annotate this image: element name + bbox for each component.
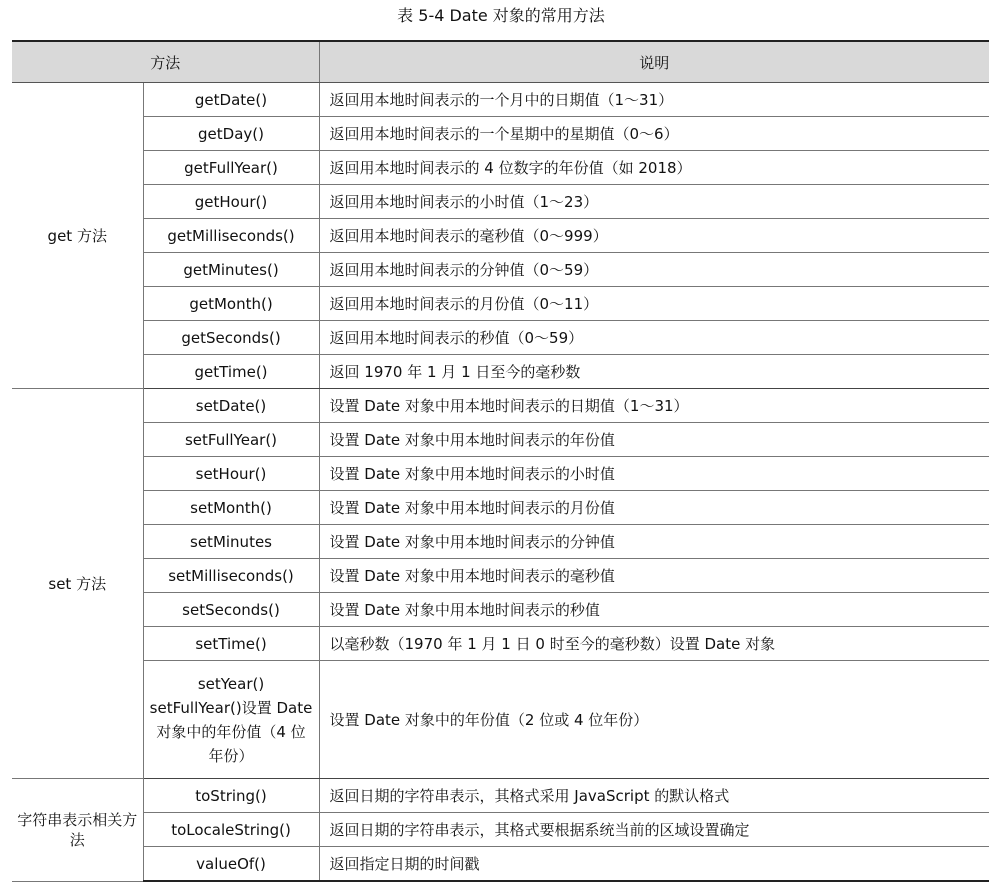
method-cell: setTime() <box>143 627 319 661</box>
description-cell: 返回日期的字符串表示，其格式采用 JavaScript 的默认格式 <box>319 779 989 813</box>
table-row <box>12 321 989 355</box>
description-cell: 设置 Date 对象中用本地时间表示的日期值（1～31） <box>319 389 989 423</box>
method-cell: setMinutes <box>143 525 319 559</box>
method-cell: getMinutes() <box>143 253 319 287</box>
header-description: 说明 <box>319 41 989 83</box>
description-cell: 返回用本地时间表示的一个星期中的星期值（0～6） <box>319 117 989 151</box>
description-cell: 设置 Date 对象中用本地时间表示的分钟值 <box>319 525 989 559</box>
group-label-string: 字符串表示相关方法 <box>12 779 143 882</box>
description-cell: 设置 Date 对象中用本地时间表示的小时值 <box>319 457 989 491</box>
description-cell: 以毫秒数（1970 年 1 月 1 日 0 时至今的毫秒数）设置 Date 对象 <box>319 627 989 661</box>
method-cell: getTime() <box>143 355 319 389</box>
table-row <box>12 847 989 882</box>
description-cell: 返回用本地时间表示的小时值（1～23） <box>319 185 989 219</box>
description-cell: 设置 Date 对象中用本地时间表示的月份值 <box>319 491 989 525</box>
description-cell: 返回用本地时间表示的秒值（0～59） <box>319 321 989 355</box>
method-cell: setDate() <box>143 389 319 423</box>
header-row <box>12 41 989 83</box>
method-cell: getSeconds() <box>143 321 319 355</box>
group-label-set: set 方法 <box>12 389 143 779</box>
method-cell: getDate() <box>143 83 319 117</box>
table-row <box>12 287 989 321</box>
table-row <box>12 593 989 627</box>
method-cell: getFullYear() <box>143 151 319 185</box>
description-cell: 设置 Date 对象中的年份值（2 位或 4 位年份） <box>319 661 989 779</box>
method-cell: toString() <box>143 779 319 813</box>
method-cell: setHour() <box>143 457 319 491</box>
table-row <box>12 355 989 389</box>
description-cell: 设置 Date 对象中用本地时间表示的毫秒值 <box>319 559 989 593</box>
method-cell: setYear() setFullYear()设置 Date 对象中的年份值（4 位年份） <box>143 661 319 779</box>
table-row <box>12 151 989 185</box>
table-caption: 表 5-4 Date 对象的常用方法 <box>397 6 605 25</box>
table-row <box>12 219 989 253</box>
description-cell: 返回 1970 年 1 月 1 日至今的毫秒数 <box>319 355 989 389</box>
table-row <box>12 661 989 779</box>
description-cell: 返回日期的字符串表示，其格式要根据系统当前的区域设置确定 <box>319 813 989 847</box>
table-row <box>12 627 989 661</box>
table-row <box>12 813 989 847</box>
method-cell: valueOf() <box>143 847 319 882</box>
description-cell: 设置 Date 对象中用本地时间表示的年份值 <box>319 423 989 457</box>
method-cell: setMilliseconds() <box>143 559 319 593</box>
table-row <box>12 559 989 593</box>
table-row <box>12 779 989 813</box>
table-row <box>12 525 989 559</box>
group-label-get: get 方法 <box>12 83 143 389</box>
method-cell: setFullYear() <box>143 423 319 457</box>
method-cell: setMonth() <box>143 491 319 525</box>
description-cell: 返回用本地时间表示的毫秒值（0～999） <box>319 219 989 253</box>
method-cell: setSeconds() <box>143 593 319 627</box>
method-cell: getMonth() <box>143 287 319 321</box>
table-row <box>12 253 989 287</box>
description-cell: 设置 Date 对象中用本地时间表示的秒值 <box>319 593 989 627</box>
description-cell: 返回用本地时间表示的 4 位数字的年份值（如 2018） <box>319 151 989 185</box>
table-row <box>12 83 989 117</box>
table-row <box>12 389 989 423</box>
description-cell: 返回用本地时间表示的分钟值（0～59） <box>319 253 989 287</box>
description-cell: 返回用本地时间表示的一个月中的日期值（1～31） <box>319 83 989 117</box>
description-cell: 返回指定日期的时间戳 <box>319 847 989 882</box>
method-cell: getDay() <box>143 117 319 151</box>
table-row <box>12 117 989 151</box>
method-cell: getHour() <box>143 185 319 219</box>
method-cell: toLocaleString() <box>143 813 319 847</box>
table-row <box>12 491 989 525</box>
table-row <box>12 457 989 491</box>
header-method: 方法 <box>12 41 319 83</box>
description-cell: 返回用本地时间表示的月份值（0～11） <box>319 287 989 321</box>
table-row <box>12 185 989 219</box>
table-row <box>12 423 989 457</box>
method-cell: getMilliseconds() <box>143 219 319 253</box>
date-methods-table <box>12 40 989 882</box>
